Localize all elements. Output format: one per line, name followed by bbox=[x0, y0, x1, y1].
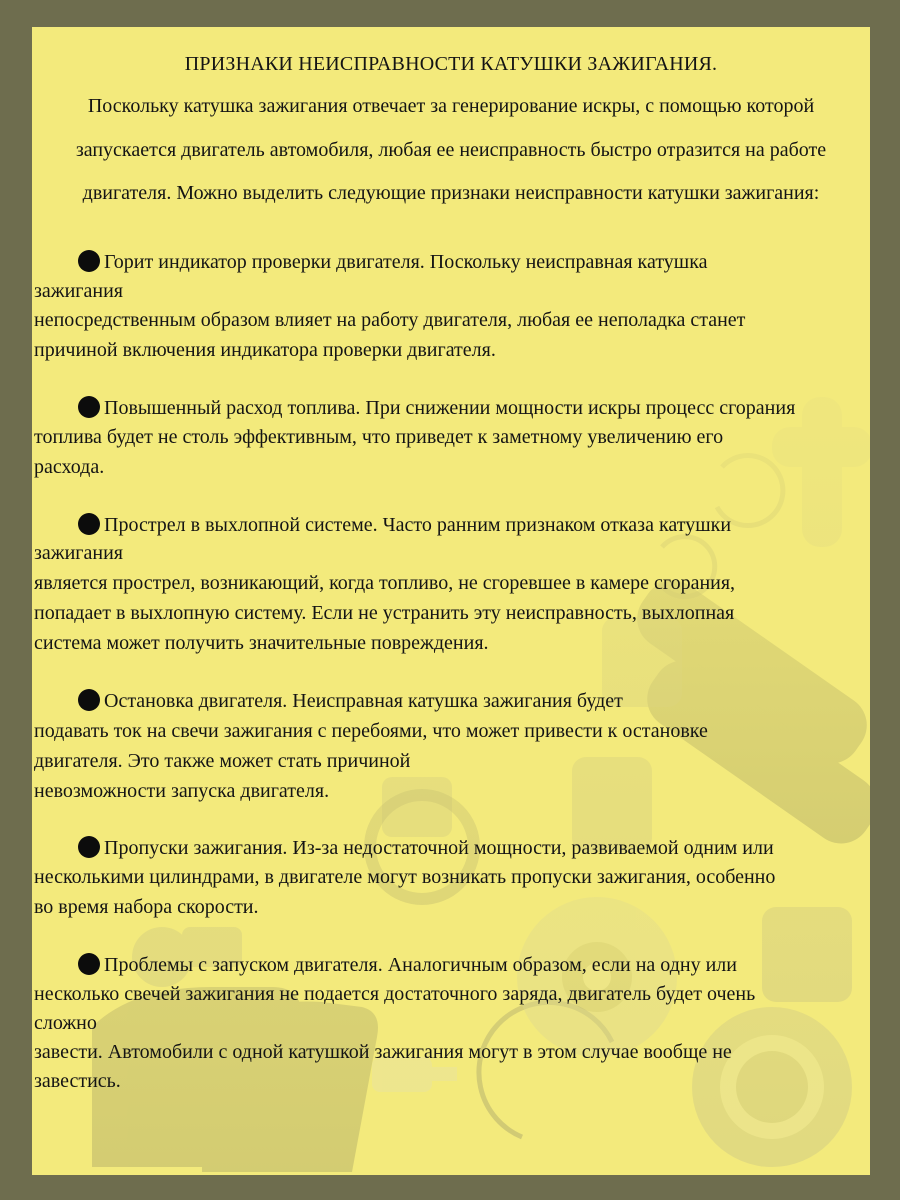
list-item-lead-line: Остановка двигателя. Неисправная катушка зажигания будет bbox=[78, 689, 623, 713]
list-item-lead-line: Пропуски зажигания. Из-за недостаточной мощности, развиваемой одним или bbox=[78, 836, 774, 860]
list-item-lead-line: Проблемы с запуском двигателя. Аналогичным образом, если на одну или bbox=[78, 953, 737, 977]
bullet-icon bbox=[78, 953, 100, 975]
list-item-line: невозможности запуска двигателя. bbox=[34, 780, 330, 802]
list-item-lead-line: Горит индикатор проверки двигателя. Поскольку неисправная катушка bbox=[78, 250, 708, 274]
list-item-line: во время набора скорости. bbox=[34, 896, 259, 918]
list-item-line: зажигания bbox=[34, 542, 123, 564]
list-item-line: система может получить значительные повреждения. bbox=[34, 632, 489, 654]
list-item-line: несколькими цилиндрами, в двигателе могут возникать пропуски зажигания, особенно bbox=[34, 866, 776, 888]
list-item-line: двигателя. Это также может стать причиной bbox=[34, 750, 411, 772]
list-item-lead-line: Прострел в выхлопной системе. Часто ранним признаком отказа катушки bbox=[78, 513, 731, 537]
list-item-line: непосредственным образом влияет на работу двигателя, любая ее неполадка станет bbox=[34, 309, 746, 331]
document-title: ПРИЗНАКИ НЕИСПРАВНОСТИ КАТУШКИ ЗАЖИГАНИЯ. bbox=[184, 53, 718, 75]
list-item-line: топлива будет не столь эффективным, что приведет к заметному увеличению его bbox=[34, 426, 724, 448]
bullet-icon bbox=[78, 250, 100, 272]
list-item-line: расхода. bbox=[34, 456, 105, 478]
bullet-icon bbox=[78, 396, 100, 418]
list-item-line: подавать ток на свечи зажигания с перебоями, что может привести к остановке bbox=[34, 720, 708, 742]
intro-line: Поскольку катушка зажигания отвечает за генерирование искры, с помощью которой bbox=[87, 95, 815, 117]
content-panel bbox=[32, 27, 870, 1175]
list-item-line: завестись. bbox=[34, 1070, 121, 1092]
intro-line: запускается двигатель автомобиля, любая ее неисправность быстро отразится на работе bbox=[75, 139, 827, 161]
list-item-line: попадает в выхлопную систему. Если не устранить эту неисправность, выхлопная bbox=[34, 602, 735, 624]
list-item-line: сложно bbox=[34, 1012, 97, 1034]
bullet-icon bbox=[78, 513, 100, 535]
list-item-line: зажигания bbox=[34, 280, 123, 302]
bullet-icon bbox=[78, 836, 100, 858]
document-content bbox=[32, 27, 870, 1175]
bullet-icon bbox=[78, 689, 100, 711]
list-item-line: является прострел, возникающий, когда топливо, не сгоревшее в камере сгорания, bbox=[34, 572, 736, 594]
list-item-lead-line: Повышенный расход топлива. При снижении мощности искры процесс сгорания bbox=[78, 396, 795, 420]
list-item-line: причиной включения индикатора проверки двигателя. bbox=[34, 339, 496, 361]
intro-line: двигателя. Можно выделить следующие признаки неисправности катушки зажигания: bbox=[82, 182, 820, 204]
list-item-line: завести. Автомобили с одной катушкой зажигания могут в этом случае вообще не bbox=[34, 1041, 732, 1063]
list-item-line: несколько свечей зажигания не подается достаточного заряда, двигатель будет очень bbox=[34, 983, 756, 1005]
